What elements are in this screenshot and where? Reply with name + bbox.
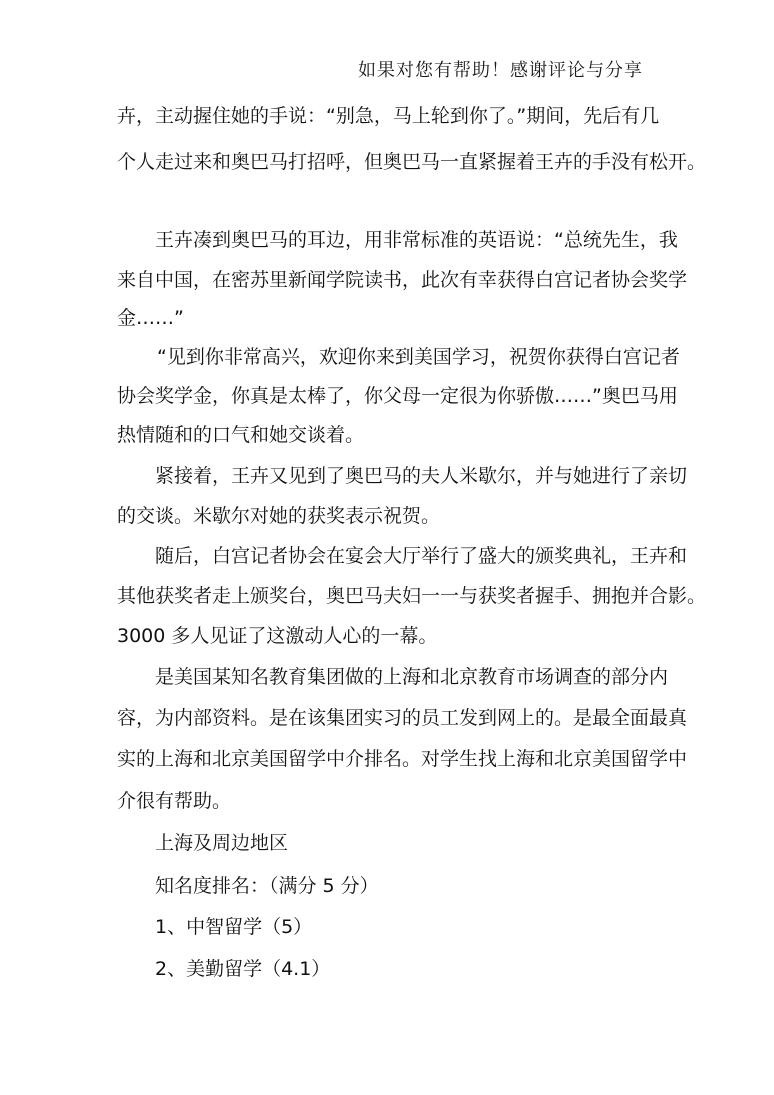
text-line: 上海及周边地区 bbox=[155, 832, 289, 854]
text-line: 王卉凑到奥巴马的耳边，用非常标准的英语说：“总统先生，我 bbox=[155, 229, 678, 251]
list-item: 1、中智留学（5） bbox=[155, 916, 313, 938]
text-line: 容，为内部资料。是在该集团实习的员工发到网上的。是最全面最真 bbox=[117, 707, 688, 729]
text-line: “见到你非常高兴，欢迎你来到美国学习，祝贺你获得白宫记者 bbox=[157, 346, 680, 368]
text-line: 卉，主动握住她的手说：“别急，马上轮到你了。”期间，先后有几 bbox=[117, 105, 660, 127]
text-line: 3000 多人见证了这激动人心的一幕。 bbox=[117, 625, 438, 647]
text-line: 来自中国，在密苏里新闻学院读书，此次有幸获得白宫记者协会奖学 bbox=[117, 269, 688, 291]
text-line: 的交谈。米歇尔对她的获奖表示祝贺。 bbox=[117, 505, 441, 527]
text-line: 其他获奖者走上颁奖台，奥巴马夫妇一一与获奖者握手、拥抱并合影。 bbox=[117, 585, 707, 607]
text-line: 个人走过来和奥巴马打招呼，但奥巴马一直紧握着王卉的手没有松开。 bbox=[117, 151, 707, 173]
text-line: 实的上海和北京美国留学中介排名。对学生找上海和北京美国留学中 bbox=[117, 748, 688, 770]
text-line: 是美国某知名教育集团做的上海和北京教育市场调查的部分内 bbox=[155, 666, 669, 688]
text-line: 介很有帮助。 bbox=[117, 790, 232, 812]
text-line: 热情随和的口气和她交谈着。 bbox=[117, 424, 365, 446]
text-line: 金……” bbox=[117, 307, 184, 329]
text-line: 随后，白宫记者协会在宴会大厅举行了盛大的颁奖典礼，王卉和 bbox=[155, 545, 688, 567]
page-header: 如果对您有帮助！感谢评论与分享 bbox=[358, 60, 643, 81]
text-line: 知名度排名：（满分 5 分） bbox=[155, 875, 379, 897]
text-line: 协会奖学金，你真是太棒了，你父母一定很为你骄傲……”奥巴马用 bbox=[117, 385, 678, 407]
list-item: 2、美勤留学（4.1） bbox=[155, 958, 331, 980]
text-line: 紧接着，王卉又见到了奥巴马的夫人米歇尔，并与她进行了亲切 bbox=[155, 465, 688, 487]
